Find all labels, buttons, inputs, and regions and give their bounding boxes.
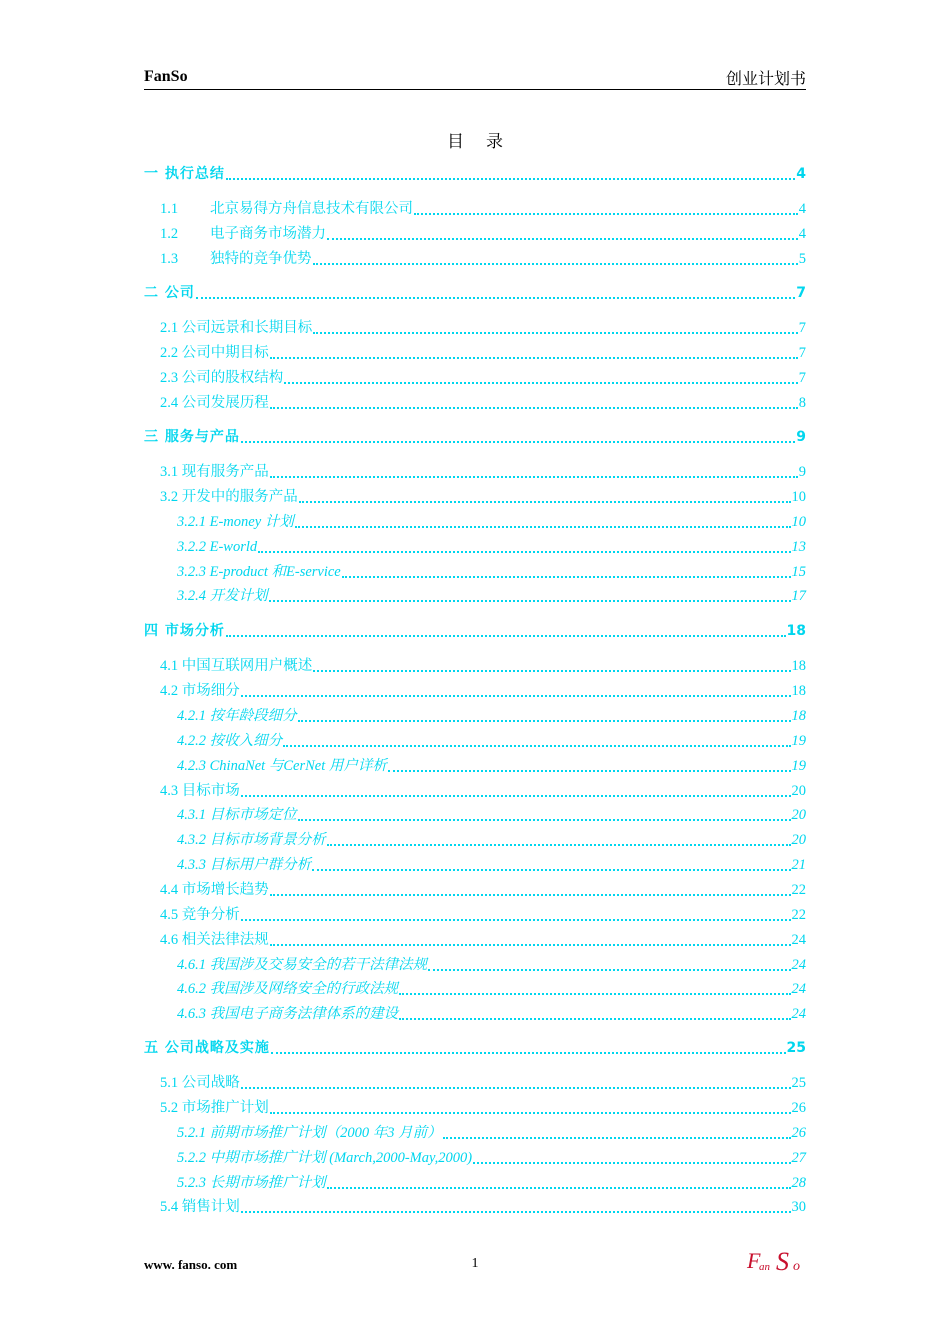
toc-entry-text: 4.2.3 ChinaNet 与CerNet 用户详析 [177, 758, 387, 774]
fanso-logo [746, 1246, 808, 1274]
toc-entry-page: 18 [791, 708, 806, 724]
toc-entry-label [160, 224, 326, 244]
toc-entry-label [177, 731, 282, 751]
dot-leader [241, 918, 791, 921]
toc-entry-page: 8 [798, 395, 806, 411]
toc-entry-label [160, 1073, 240, 1093]
toc-entry-label [160, 249, 312, 269]
toc-entry-number: 1.3 [160, 251, 179, 267]
toc-subsection[interactable] [144, 535, 806, 557]
toc-entry-label [160, 930, 269, 950]
toc-entry-text: 二 公司 [144, 285, 195, 301]
toc-subsection[interactable] [144, 729, 806, 751]
toc-entry-label [160, 681, 240, 701]
toc-entry-label [144, 621, 225, 641]
toc-subsection[interactable] [144, 803, 806, 825]
toc-section[interactable] [144, 1096, 806, 1118]
toc-subsection[interactable] [144, 1121, 806, 1143]
toc-entry-text: 北京易得方舟信息技术有限公司 [210, 201, 413, 217]
toc-entry-text: 4.6 相关法律法规 [160, 932, 269, 948]
toc-section[interactable] [144, 679, 806, 701]
toc-entry-label [177, 955, 427, 975]
toc-entry-label [177, 562, 341, 582]
toc-entry-text: 2.4 公司发展历程 [160, 395, 269, 411]
toc-chapter[interactable] [144, 281, 806, 303]
toc-entry-text: 4.3.2 目标市场背景分析 [177, 832, 326, 848]
toc-section[interactable] [144, 878, 806, 900]
toc-entry-page: 5 [798, 251, 806, 267]
toc-entry-label [177, 855, 311, 875]
page-header [144, 66, 806, 90]
toc-entry-text: 2.2 公司中期目标 [160, 345, 269, 361]
toc-entry-label [160, 1098, 269, 1118]
toc-entry-page: 9 [796, 429, 806, 445]
toc-entry-text: 5.2.1 前期市场推广计划（2000 年3 月前） [177, 1125, 442, 1141]
toc-section[interactable] [144, 341, 806, 363]
dot-leader [399, 1017, 790, 1020]
dot-leader [414, 212, 798, 215]
toc-entry-text: 3.1 现有服务产品 [160, 464, 269, 480]
dot-leader [312, 868, 790, 871]
toc-entry-page: 19 [791, 758, 806, 774]
dot-leader [241, 1086, 791, 1089]
dot-leader [196, 296, 795, 299]
toc-subsection[interactable] [144, 977, 806, 999]
toc-entry-page: 18 [786, 623, 806, 639]
toc-subsection[interactable] [144, 510, 806, 532]
dot-leader [241, 694, 791, 697]
svg-text:S: S [776, 1247, 789, 1274]
toc-section[interactable] [144, 485, 806, 507]
toc-entry-label [177, 830, 326, 850]
footer-page-number: 1 [471, 1256, 479, 1271]
toc-entry-label [160, 368, 283, 388]
dot-leader [473, 1161, 790, 1164]
toc-entry-label [177, 537, 257, 557]
toc-entry-label [160, 487, 298, 507]
toc-section[interactable] [144, 316, 806, 338]
toc-entry-number: 1.2 [160, 226, 179, 242]
toc-section[interactable] [144, 366, 806, 388]
dot-leader [270, 1111, 791, 1114]
toc-entry-page: 7 [796, 285, 806, 301]
toc-entry-page: 24 [791, 957, 806, 973]
toc-subsection[interactable] [144, 853, 806, 875]
toc-entry-label [160, 462, 269, 482]
toc-entry-text: 2.1 公司远景和长期目标 [160, 320, 313, 336]
toc-entry-text: 4.6.3 我国电子商务法律体系的建设 [177, 1006, 399, 1022]
toc-entry-text: 3.2.4 开发计划 [177, 588, 268, 604]
toc-entry-page: 4 [798, 201, 806, 217]
toc-entry-text: 3.2.3 E-product 和E-service [177, 564, 341, 580]
toc-entry-page: 7 [798, 370, 806, 386]
toc-entry-page: 18 [791, 683, 806, 699]
toc-entry-page: 24 [791, 932, 806, 948]
toc-entry-text: 三 服务与产品 [144, 429, 240, 445]
toc-section[interactable] [144, 247, 806, 269]
dot-leader [241, 794, 791, 797]
dot-leader [443, 1136, 791, 1139]
toc-entry-label [177, 512, 294, 532]
toc-entry-text: 4.6.2 我国涉及网络安全的行政法规 [177, 981, 399, 997]
toc-entry-label [160, 343, 269, 363]
dot-leader [284, 381, 798, 384]
dot-leader [241, 1210, 791, 1213]
toc-entry-label [177, 756, 387, 776]
dot-leader [313, 331, 798, 334]
toc-chapter[interactable] [144, 425, 806, 447]
toc-entry-page: 27 [791, 1150, 806, 1166]
dot-leader [313, 669, 790, 672]
toc-entry-label [144, 427, 240, 447]
toc-entry-label [177, 1173, 326, 1193]
dot-leader [270, 943, 791, 946]
toc-title: 目录 [447, 132, 525, 152]
footer-url: www. fanso. com [144, 1257, 238, 1272]
toc-entry-text: 2.3 公司的股权结构 [160, 370, 284, 386]
toc-section[interactable] [144, 391, 806, 413]
toc-subsection[interactable] [144, 754, 806, 776]
header-brand: FanSo [144, 68, 188, 85]
toc-entry-page: 13 [791, 539, 806, 555]
toc-entry-text: 4.2.1 按年龄段细分 [177, 708, 297, 724]
toc-entry-label [160, 656, 312, 676]
toc-entry-label [160, 880, 269, 900]
toc-entry-text: 一 执行总结 [144, 166, 225, 182]
toc-entry-text: 4.2 市场细分 [160, 683, 240, 699]
toc-entry-page: 24 [791, 1006, 806, 1022]
dot-leader [295, 525, 791, 528]
toc-entry-text: 5.2.2 中期市场推广计划 (March,2000-May,2000) [177, 1150, 473, 1166]
toc-entry-text: 4.3 目标市场 [160, 783, 240, 799]
toc-entry-label [177, 1148, 472, 1168]
toc-entry-label [160, 1197, 240, 1217]
toc-entry-label [177, 979, 398, 999]
dot-leader [342, 575, 791, 578]
toc-section[interactable] [144, 460, 806, 482]
toc-entry-text: 5.1 公司战略 [160, 1075, 240, 1091]
dot-leader [327, 843, 791, 846]
toc-entry-page: 10 [791, 514, 806, 530]
toc-entry-text: 3.2.2 E-world [177, 539, 258, 555]
toc-entry-label [144, 283, 195, 303]
toc-entry-label [177, 1004, 398, 1024]
dot-leader [327, 237, 798, 240]
toc-entry-page: 4 [798, 226, 806, 242]
dot-leader [270, 406, 798, 409]
dot-leader [298, 818, 791, 821]
toc-entry-page: 19 [791, 733, 806, 749]
toc-entry-text: 5.4 销售计划 [160, 1199, 240, 1215]
dot-leader [270, 356, 798, 359]
toc-entry-label [177, 586, 268, 606]
toc-entry-text: 四 市场分析 [144, 623, 225, 639]
toc-entry-page: 20 [791, 807, 806, 823]
toc-subsection[interactable] [144, 560, 806, 582]
toc-subsection[interactable] [144, 1002, 806, 1024]
dot-leader [283, 744, 790, 747]
toc-section[interactable] [144, 197, 806, 219]
toc-chapter[interactable] [144, 162, 806, 184]
toc-entry-page: 18 [791, 658, 806, 674]
dot-leader [428, 968, 790, 971]
toc-section[interactable] [144, 928, 806, 950]
toc-entry-page: 26 [791, 1125, 806, 1141]
toc-entry-text: 3.2 开发中的服务产品 [160, 489, 298, 505]
toc-entry-label [160, 781, 240, 801]
toc-entry-label [177, 805, 297, 825]
toc-entry-page: 7 [798, 345, 806, 361]
toc-subsection[interactable] [144, 584, 806, 606]
dot-leader [399, 992, 790, 995]
toc-entry-page: 22 [791, 882, 806, 898]
toc-entry-text: 3.2.1 E-money 计划 [177, 514, 294, 530]
dot-leader [270, 475, 798, 478]
toc-entry-text: 电子商务市场潜力 [210, 226, 326, 242]
dot-leader [241, 440, 795, 443]
toc-entry-text: 4.5 竞争分析 [160, 907, 240, 923]
dot-leader [226, 634, 786, 637]
toc-entry-page: 20 [791, 783, 806, 799]
toc-entry-text: 独特的竞争优势 [210, 251, 312, 267]
toc-entry-page: 10 [791, 489, 806, 505]
toc-entry-text: 五 公司战略及实施 [144, 1040, 270, 1056]
toc-entry-page: 26 [791, 1100, 806, 1116]
toc-chapter[interactable] [144, 1036, 806, 1058]
toc-entry-text: 4.3.1 目标市场定位 [177, 807, 297, 823]
toc-section[interactable] [144, 779, 806, 801]
toc-entry-text: 4.6.1 我国涉及交易安全的若干法律法规 [177, 957, 428, 973]
toc-entry-label [144, 1038, 270, 1058]
toc-entry-page: 25 [786, 1040, 806, 1056]
toc-entry-page: 28 [791, 1175, 806, 1191]
dot-leader [226, 177, 795, 180]
dot-leader [299, 500, 791, 503]
toc-entry-page: 21 [791, 857, 806, 873]
toc-entry-text: 4.2.2 按收入细分 [177, 733, 283, 749]
toc-chapter[interactable] [144, 619, 806, 641]
toc-entry-page: 25 [791, 1075, 806, 1091]
svg-text:F: F [747, 1248, 761, 1273]
toc-entry-label [160, 905, 240, 925]
toc-entry-page: 20 [791, 832, 806, 848]
toc-entry-page: 7 [798, 320, 806, 336]
toc-entry-text: 5.2.3 长期市场推广计划 [177, 1175, 326, 1191]
toc-subsection[interactable] [144, 1171, 806, 1193]
dot-leader [298, 719, 791, 722]
toc-entry-text: 4.1 中国互联网用户概述 [160, 658, 313, 674]
toc-entry-label [177, 1123, 442, 1143]
dot-leader [270, 893, 791, 896]
toc-entry-page: 17 [791, 588, 806, 604]
toc-entry-text: 5.2 市场推广计划 [160, 1100, 269, 1116]
svg-text:an: an [759, 1261, 770, 1273]
toc-subsection[interactable] [144, 828, 806, 850]
toc-entry-label [177, 706, 297, 726]
toc-subsection[interactable] [144, 1146, 806, 1168]
toc-entry-page: 15 [791, 564, 806, 580]
dot-leader [388, 769, 791, 772]
dot-leader [258, 550, 790, 553]
dot-leader [271, 1051, 786, 1054]
toc-entry-label [160, 318, 312, 338]
toc-entry-page: 4 [796, 166, 806, 182]
toc-entry-number: 1.1 [160, 201, 179, 217]
toc-entry-text: 4.3.3 目标用户群分析 [177, 857, 312, 873]
dot-leader [327, 1186, 791, 1189]
toc-subsection[interactable] [144, 953, 806, 975]
toc-entry-page: 22 [791, 907, 806, 923]
dot-leader [313, 262, 798, 265]
toc-section[interactable] [144, 1195, 806, 1217]
svg-text:o: o [793, 1259, 800, 1274]
toc-section[interactable] [144, 222, 806, 244]
toc-entry-label [160, 199, 413, 219]
toc-entry-text: 4.4 市场增长趋势 [160, 882, 269, 898]
toc-entry-page: 9 [798, 464, 806, 480]
toc-entry-label [144, 164, 225, 184]
toc-section[interactable] [144, 1071, 806, 1093]
toc-entry-page: 24 [791, 981, 806, 997]
toc-subsection[interactable] [144, 704, 806, 726]
toc-entry-page: 30 [791, 1199, 806, 1215]
toc-section[interactable] [144, 654, 806, 676]
toc-entry-label [160, 393, 269, 413]
header-doc-title: 创业计划书 [725, 69, 806, 88]
toc-section[interactable] [144, 903, 806, 925]
dot-leader [269, 599, 791, 602]
